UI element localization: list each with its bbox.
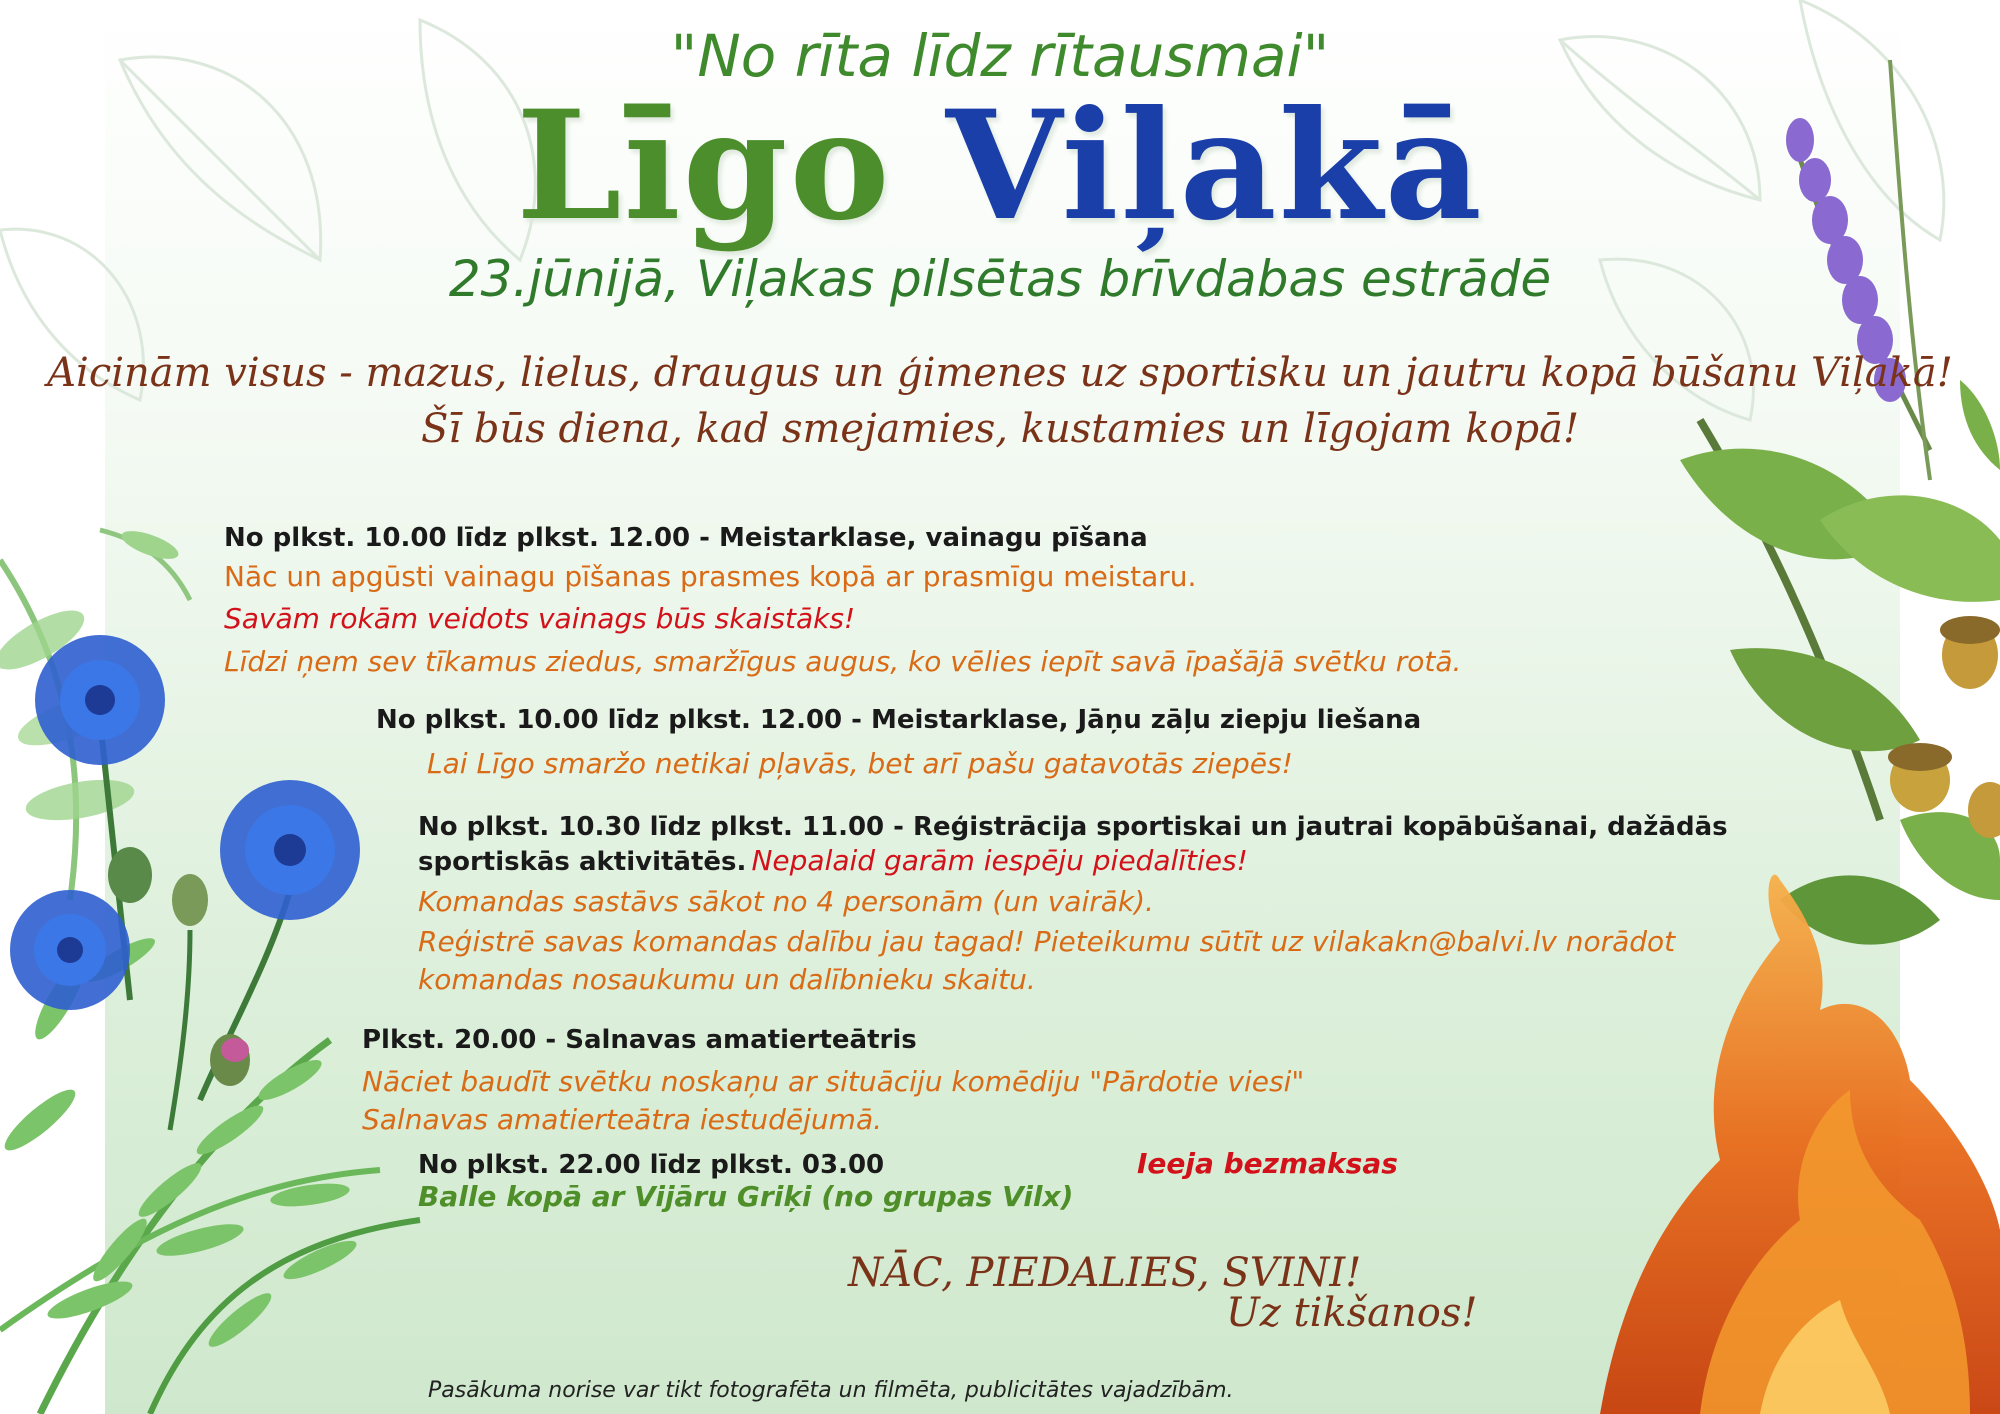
event-1-line-3: Līdzi ņem sev tīkamus ziedus, smaržīgus augus, ko vēlies iepīt savā īpašājā svētku rotā.	[224, 645, 1462, 678]
photo-notice: Pasākuma norise var tikt fotografēta un filmēta, publicitātes vajadzībām.	[428, 1378, 1234, 1403]
event-5-heading: No plkst. 22.00 līdz plkst. 03.00	[418, 1150, 885, 1180]
event-4-line-1: Nāciet baudīt svētku noskaņu ar situāciju komēdiju "Pārdotie viesi"	[362, 1065, 1305, 1098]
event-3-heading: No plkst. 10.30 līdz plkst. 11.00 - Reģistrācija sportiskai un jautrai kopābūšanai, dažādās	[418, 812, 1728, 842]
event-date-place: 23.jūnijā, Viļakas pilsētas brīvdabas estrādē	[448, 250, 1552, 308]
title-word-ligo: Līgo	[516, 78, 892, 254]
invite-line-1: Aicinām visus - mazus, lielus, draugus un ģimenes uz sportisku un jautru kopā būšanu Viļakā!	[47, 350, 1953, 396]
see-you-text: Uz tikšanos!	[1226, 1290, 1478, 1336]
event-3-line-3: komandas nosaukumu un dalībnieku skaitu.	[418, 963, 1036, 996]
title-word-vilaka: Viļakā	[945, 78, 1484, 254]
free-entry-label: Ieeja bezmaksas	[1137, 1147, 1398, 1180]
event-1-line-2: Savām rokām veidots vainags būs skaistāks!	[224, 602, 856, 635]
invite-line-2: Šī būs diena, kad smejamies, kustamies un līgojam kopā!	[420, 406, 1580, 452]
call-to-action: NĀC, PIEDALIES, SVINI!	[848, 1250, 1362, 1296]
event-3-highlight: Nepalaid garām iespēju piedalīties!	[751, 844, 1248, 877]
event-1-heading: No plkst. 10.00 līdz plkst. 12.00 - Meistarklase, vainagu pīšana	[224, 523, 1148, 553]
event-2-heading: No plkst. 10.00 līdz plkst. 12.00 - Meistarklase, Jāņu zāļu ziepju liešana	[376, 705, 1422, 735]
poster-title	[0, 78, 2000, 254]
event-4-line-2: Salnavas amatierteātra iestudējumā.	[362, 1103, 883, 1136]
event-3-heading-line-2: sportiskās aktivitātēs.	[418, 847, 747, 877]
event-3-heading-continued	[418, 844, 1248, 877]
event-3-line-2: Reģistrē savas komandas dalību jau tagad! Pieteikumu sūtīt uz vilakakn@balvi.lv norādot	[418, 925, 1676, 958]
poster-subtitle: "No rīta līdz rītausmai"	[670, 22, 1330, 90]
event-2-line-1: Lai Līgo smaržo netikai pļavās, bet arī pašu gatavotās ziepēs!	[427, 747, 1293, 780]
event-1-line-1: Nāc un apgūsti vainagu pīšanas prasmes kopā ar prasmīgu meistaru.	[224, 560, 1197, 593]
event-5-line-1: Balle kopā ar Vijāru Griķi (no grupas Vilx)	[418, 1180, 1074, 1213]
event-3-line-1: Komandas sastāvs sākot no 4 personām (un vairāk).	[418, 885, 1154, 918]
event-4-heading: Plkst. 20.00 - Salnavas amatierteātris	[362, 1025, 917, 1055]
